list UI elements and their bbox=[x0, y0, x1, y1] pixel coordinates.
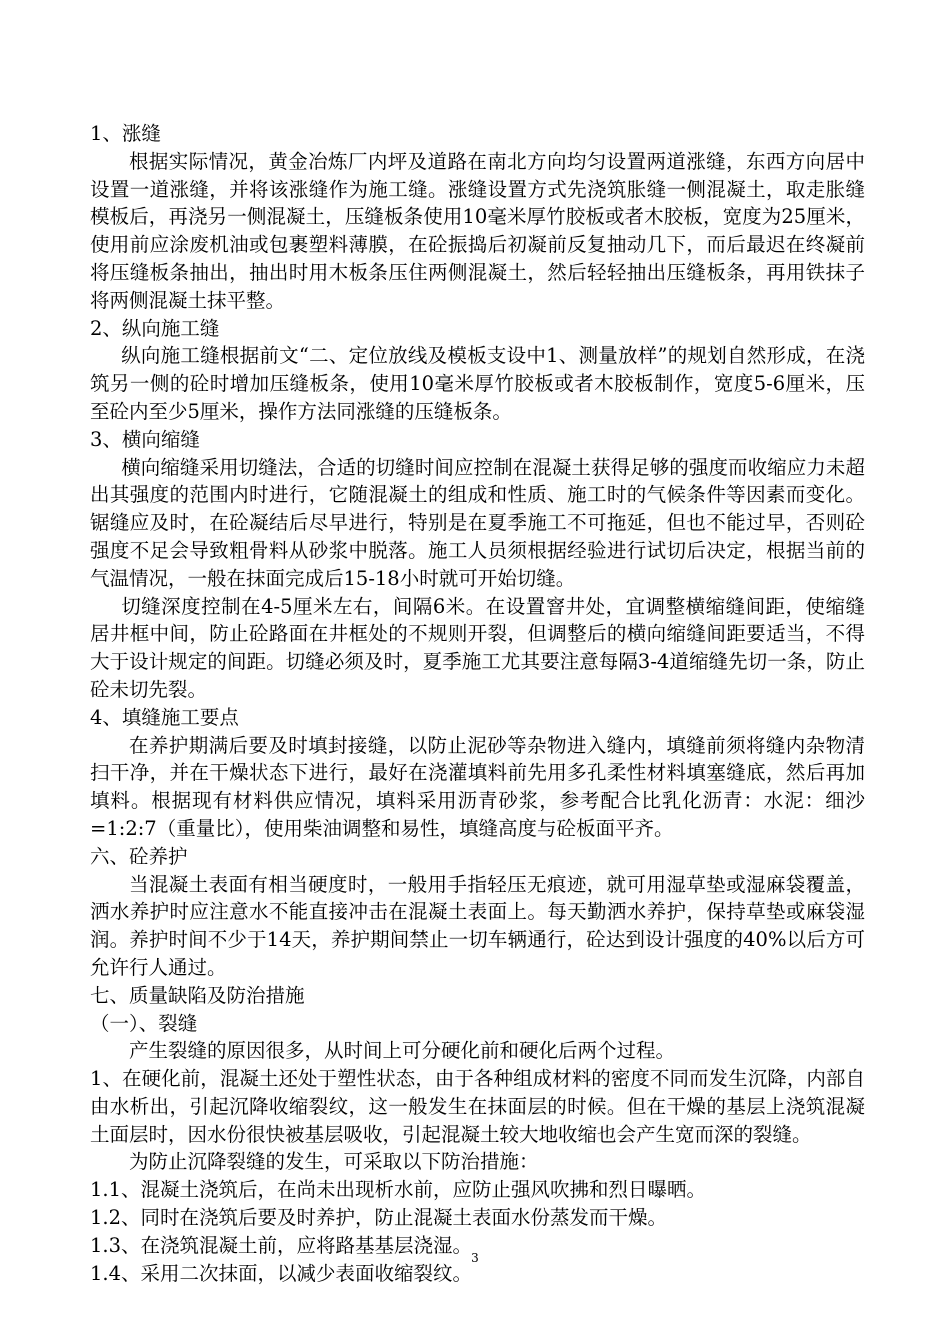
subsection-heading-cracks: （一）、裂缝 bbox=[90, 1011, 198, 1035]
paragraph-curing: 当混凝土表面有相当硬度时，一般用手指轻压无痕迹，就可用湿草垫或湿麻袋覆盖，洒水养护时应注意水不能直接冲击在混凝土表面上。每天勤洒水养护，保持草垫或麻袋湿润。养护时间不少于14天，养护期间禁止一切车辆通行，砼达到设计强度的40%以后方可允许行人通过。 bbox=[90, 872, 865, 979]
paragraph-expansion-joint: 根据实际情况，黄金冶炼厂内坪及道路在南北方向均匀设置两道涨缝，东西方向居中设置一道涨缝，并将该涨缝作为施工缝。涨缝设置方式先浇筑胀缝一侧混凝土，取走胀缝模板后，再浇另一侧混凝土，压缝板条使用10毫米厚竹胶板或者木胶板，宽度为25厘米，使用前应涂废机油或包裹塑料薄膜，在砼振捣后初凝前反复抽动几下，而后最迟在终凝前将压缝板条抽出，抽出时用木板条压住两侧混凝土，然后轻轻抽出压缝板条，再用铁抹子将两侧混凝土抹平整。 bbox=[90, 149, 865, 312]
paragraph-joint-filling: 在养护期满后要及时填封接缝，以防止泥砂等杂物进入缝内，填缝前须将缝内杂物清扫干净，并在干燥状态下进行，最好在浇灌填料前先用多孔柔性材料填塞缝底，然后再加填料。根据现有材料供应情况，填料采用沥青砂浆，参考配合比乳化沥青：水泥：细沙=1:2:7（重量比），使用柴油调整和易性，填缝高度与砼板面平齐。 bbox=[90, 733, 865, 840]
paragraph-transverse-joint-timing: 横向缩缝采用切缝法，合适的切缝时间应控制在混凝土获得足够的强度而收缩应力未超出其强度的范围内时进行，它随混凝土的组成和性质、施工时的气候条件等因素而变化。锯缝应及时，在砼凝结后尽早进行，特别是在夏季施工不可拖延，但也不能过早，否则砼强度不足会导致粗骨料从砂浆中脱落。施工人员须根据经验进行试切后决定，根据当前的气温情况，一般在抹面完成后15-18小时就可开始切缝。 bbox=[90, 455, 865, 590]
paragraph-crack-causes: 产生裂缝的原因很多，从时间上可分硬化前和硬化后两个过程。 bbox=[129, 1039, 676, 1063]
paragraph-transverse-joint-depth: 切缝深度控制在4-5厘米左右，间隔6米。在设置窨井处，宜调整横缩缝间距，使缩缝居井框中间，防止砼路面在井框处的不规则开裂，但调整后的横向缩缝间距要适当，不得大于设计规定的间距。切缝必须及时，夏季施工尤其要注意每隔3-4道缩缝先切一条，防止砼未切先裂。 bbox=[90, 594, 865, 701]
section-heading-expansion-joint: 1、涨缝 bbox=[90, 122, 161, 145]
page-number: 3 bbox=[471, 1251, 479, 1265]
paragraph-longitudinal-joint: 纵向施工缝根据前文“二、定位放线及模板支设中1、测量放样”的规划自然形成，在浇筑另一侧的砼时增加压缝板条，使用10毫米厚竹胶板或者木胶板制作，宽度5-6厘米，压至砼内至少5厘米，操作方法同涨缝的压缝板条。 bbox=[90, 344, 865, 423]
list-item-prevention-2: 1.2、同时在浇筑后要及时养护，防止混凝土表面水份蒸发而干燥。 bbox=[90, 1206, 668, 1230]
list-item-prevention-1: 1.1、混凝土浇筑后，在尚未出现析水前，应防止强风吹拂和烈日曝晒。 bbox=[90, 1178, 707, 1202]
paragraph-before-hardening: 1、在硬化前，混凝土还处于塑性状态，由于各种组成材料的密度不同而发生沉降，内部自由水析出，引起沉降收缩裂纹，这一般发生在抹面层的时候。但在干燥的基层上浇筑混凝土面层时，因水份很快被基层吸收，引起混凝土较大地收缩也会产生宽而深的裂缝。 bbox=[90, 1067, 865, 1146]
section-heading-transverse-joint: 3、横向缩缝 bbox=[90, 427, 200, 451]
section-heading-curing: 六、砼养护 bbox=[90, 844, 188, 868]
section-heading-longitudinal-joint: 2、纵向施工缝 bbox=[90, 316, 220, 340]
paragraph-prevention-intro: 为防止沉降裂缝的发生，可采取以下防治措施： bbox=[129, 1150, 539, 1174]
section-heading-joint-filling: 4、填缝施工要点 bbox=[90, 705, 239, 729]
document-body bbox=[90, 120, 865, 1287]
list-item-prevention-4: 1.4、采用二次抹面，以减少表面收缩裂纹。 bbox=[90, 1261, 473, 1285]
list-item-prevention-3: 1.3、在浇筑混凝土前，应将路基基层浇湿。 bbox=[90, 1233, 473, 1257]
section-heading-quality-defects: 七、质量缺陷及防治措施 bbox=[90, 983, 305, 1007]
